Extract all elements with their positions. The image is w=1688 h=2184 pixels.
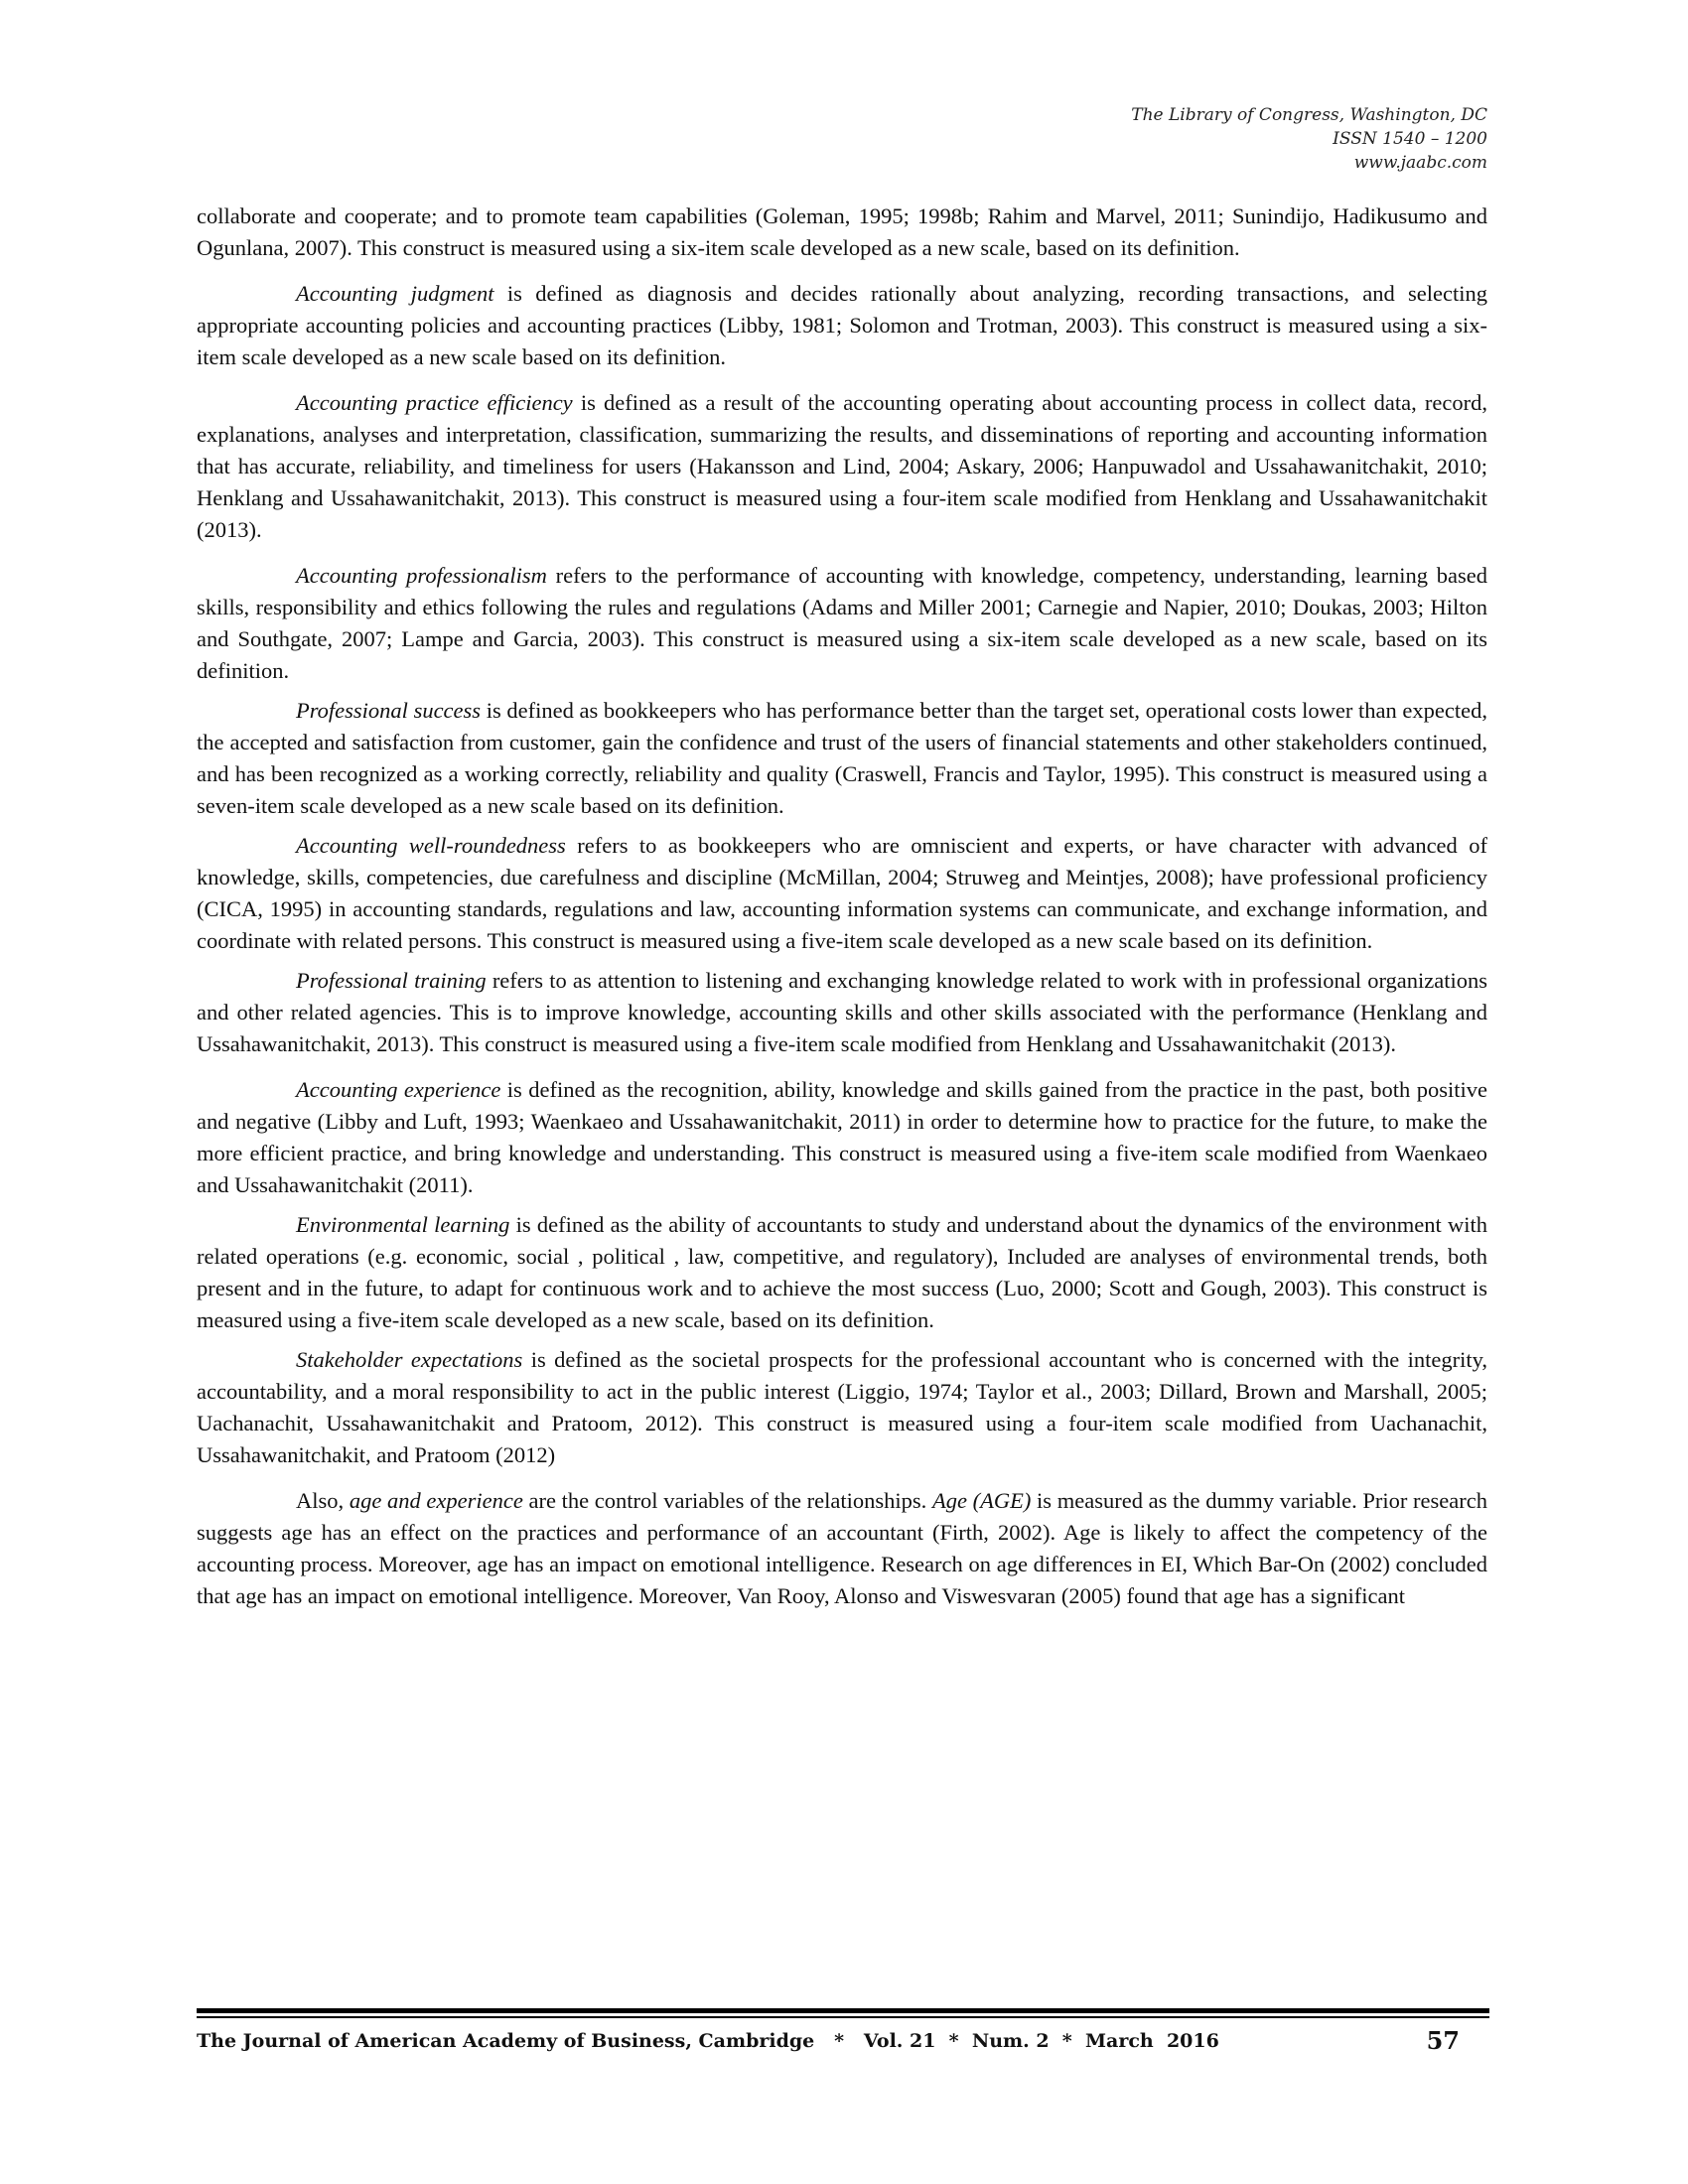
term-accounting-experience: Accounting experience <box>296 1077 501 1102</box>
term-accounting-judgment: Accounting judgment <box>296 281 494 306</box>
paragraph-accounting-professionalism: Accounting professionalism refers to the performance of accounting with knowledge, competency, understanding, learning based skills, responsibility and ethics following the rules and regulations (Adams and Miller 2001; Carnegie and Napier, 2010; Doukas, 2003; Hilton and Southgate, 2007; Lampe and Garcia, 2003). This construct is measured using a six-item scale developed as a new scale, based on its definition. <box>197 563 1487 683</box>
paragraph-accounting-experience: Accounting experience is defined as the recognition, ability, knowledge and skills gained from the practice in the past, both positive and negative (Libby and Luft, 1993; Waenkaeo and Ussahawanitchakit, 2011) in order to determine how to practice for the future, to make the more efficient practice, and bring knowledge and understanding. This construct is measured using a five-item scale modified from Waenkaeo and Ussahawanitchakit (2011). <box>197 1077 1487 1197</box>
paragraph-accounting-judgment: Accounting judgment is defined as diagnosis and decides rationally about analyzing, recording transactions, and selecting appropriate accounting policies and accounting practices (Libby, 1981; Solomon and Trotman, 2003). This construct is measured using a six-item scale developed as a new scale based on its definition. <box>197 281 1487 369</box>
page-footer <box>197 2027 1489 2055</box>
term-accounting-practice-efficiency: Accounting practice efficiency <box>296 390 573 415</box>
paragraph-accounting-practice-efficiency: Accounting practice efficiency is defined as a result of the accounting operating about accounting process in collect data, record, explanations, analyses and interpretation, classification, summarizing the results, and disseminations of reporting and accounting information that has accurate, reliability, and timeliness for users (Hakansson and Lind, 2004; Askary, 2006; Hanpuwadol and Ussahawanitchakit, 2010; Henklang and Ussahawanitchakit, 2013). This construct is measured using a four-item scale modified from Henklang and Ussahawanitchakit (2013). <box>197 390 1487 542</box>
header-issn: ISSN 1540 – 1200 <box>1333 129 1487 149</box>
term-age-and-experience: age and experience <box>349 1488 523 1513</box>
paragraph-environmental-learning: Environmental learning is defined as the ability of accountants to study and understand about the dynamics of the environment with related operations (e.g. economic, social , political , law, competitive, and regulatory), Included are analyses of environmental trends, both present and in the future, to adapt for continuous work and to achieve the most success (Luo, 2000; Scott and Gough, 2003). This construct is measured using a five-item scale developed as a new scale, based on its definition. <box>197 1212 1487 1332</box>
paragraph-accounting-well-roundedness: Accounting well-roundedness refers to as bookkeepers who are omniscient and experts, or have character with advanced of knowledge, skills, competencies, due carefulness and discipline (McMillan, 2004; Struweg and Meintjes, 2008); have professional proficiency (CICA, 1995) in accounting standards, regulations and law, accounting information systems can communicate, and exchange information, and coordinate with related persons. This construct is measured using a five-item scale developed as a new scale based on its definition. <box>197 833 1487 953</box>
term-professional-training: Professional training <box>296 968 487 993</box>
paragraph-stakeholder-expectations: Stakeholder expectations is defined as the societal prospects for the professional accountant who is concerned with the integrity, accountability, and a moral responsibility to act in the public interest (Liggio, 1974; Taylor et al., 2003; Dillard, Brown and Marshall, 2005; Uachanachit, Ussahawanitchakit and Pratoom, 2012). This construct is measured using a four-item scale modified from Uachanachit, Ussahawanitchakit, and Pratoom (2012) <box>197 1347 1487 1467</box>
term-environmental-learning: Environmental learning <box>296 1212 510 1237</box>
footer-rule-thin <box>197 2016 1489 2018</box>
term-accounting-professionalism: Accounting professionalism <box>296 563 547 588</box>
header-website: www.jaabc.com <box>1353 153 1487 173</box>
page-header <box>1131 103 1487 175</box>
term-accounting-well-roundedness: Accounting well-roundedness <box>296 833 566 858</box>
paragraph-professional-training: Professional training refers to as attention to listening and exchanging knowledge related to work with in professional organizations and other related agencies. This is to improve knowledge, accounting skills and other skills associated with the performance (Henklang and Ussahawanitchakit, 2013). This construct is measured using a five-item scale modified from Henklang and Ussahawanitchakit (2013). <box>197 968 1487 1056</box>
term-professional-success: Professional success <box>296 698 482 723</box>
page-number: 57 <box>1426 2026 1460 2055</box>
paragraph-control-variables: Also, age and experience are the control variables of the relationships. Age (AGE) is measured as the dummy variable. Prior research suggests age has an effect on the practices and performance of an accountant (Firth, 2002). Age is likely to affect the competency of the accounting process. Moreover, age has an impact on emotional intelligence. Research on age differences in EI, Which Bar-On (2002) concluded that age has an impact on emotional intelligence. Moreover, Van Rooy, Alonso and Viswesvaran (2005) found that age has a significant <box>197 1488 1487 1608</box>
footer-journal-citation: The Journal of American Academy of Business, Cambridge * Vol. 21 * Num. 2 * March 2016 <box>197 2030 1219 2052</box>
footer-rule-thick <box>197 2008 1489 2013</box>
paragraph-continuation: collaborate and cooperate; and to promote team capabilities (Goleman, 1995; 1998b; Rahim and Marvel, 2011; Sunindijo, Hadikusumo and Ogunlana, 2007). This construct is measured using a six-item scale developed as a new scale, based on its definition. <box>197 204 1487 260</box>
header-publisher: The Library of Congress, Washington, DC <box>1131 105 1487 125</box>
term-age: Age (AGE) <box>931 1488 1032 1513</box>
term-stakeholder-expectations: Stakeholder expectations <box>296 1347 523 1372</box>
paragraph-professional-success: Professional success is defined as bookkeepers who has performance better than the target set, operational costs lower than expected, the accepted and satisfaction from customer, gain the confidence and trust of the users of financial statements and other stakeholders continued, and has been recognized as a working correctly, reliability and quality (Craswell, Francis and Taylor, 1995). This construct is measured using a seven-item scale developed as a new scale based on its definition. <box>197 698 1487 818</box>
article-body <box>197 201 1487 1612</box>
